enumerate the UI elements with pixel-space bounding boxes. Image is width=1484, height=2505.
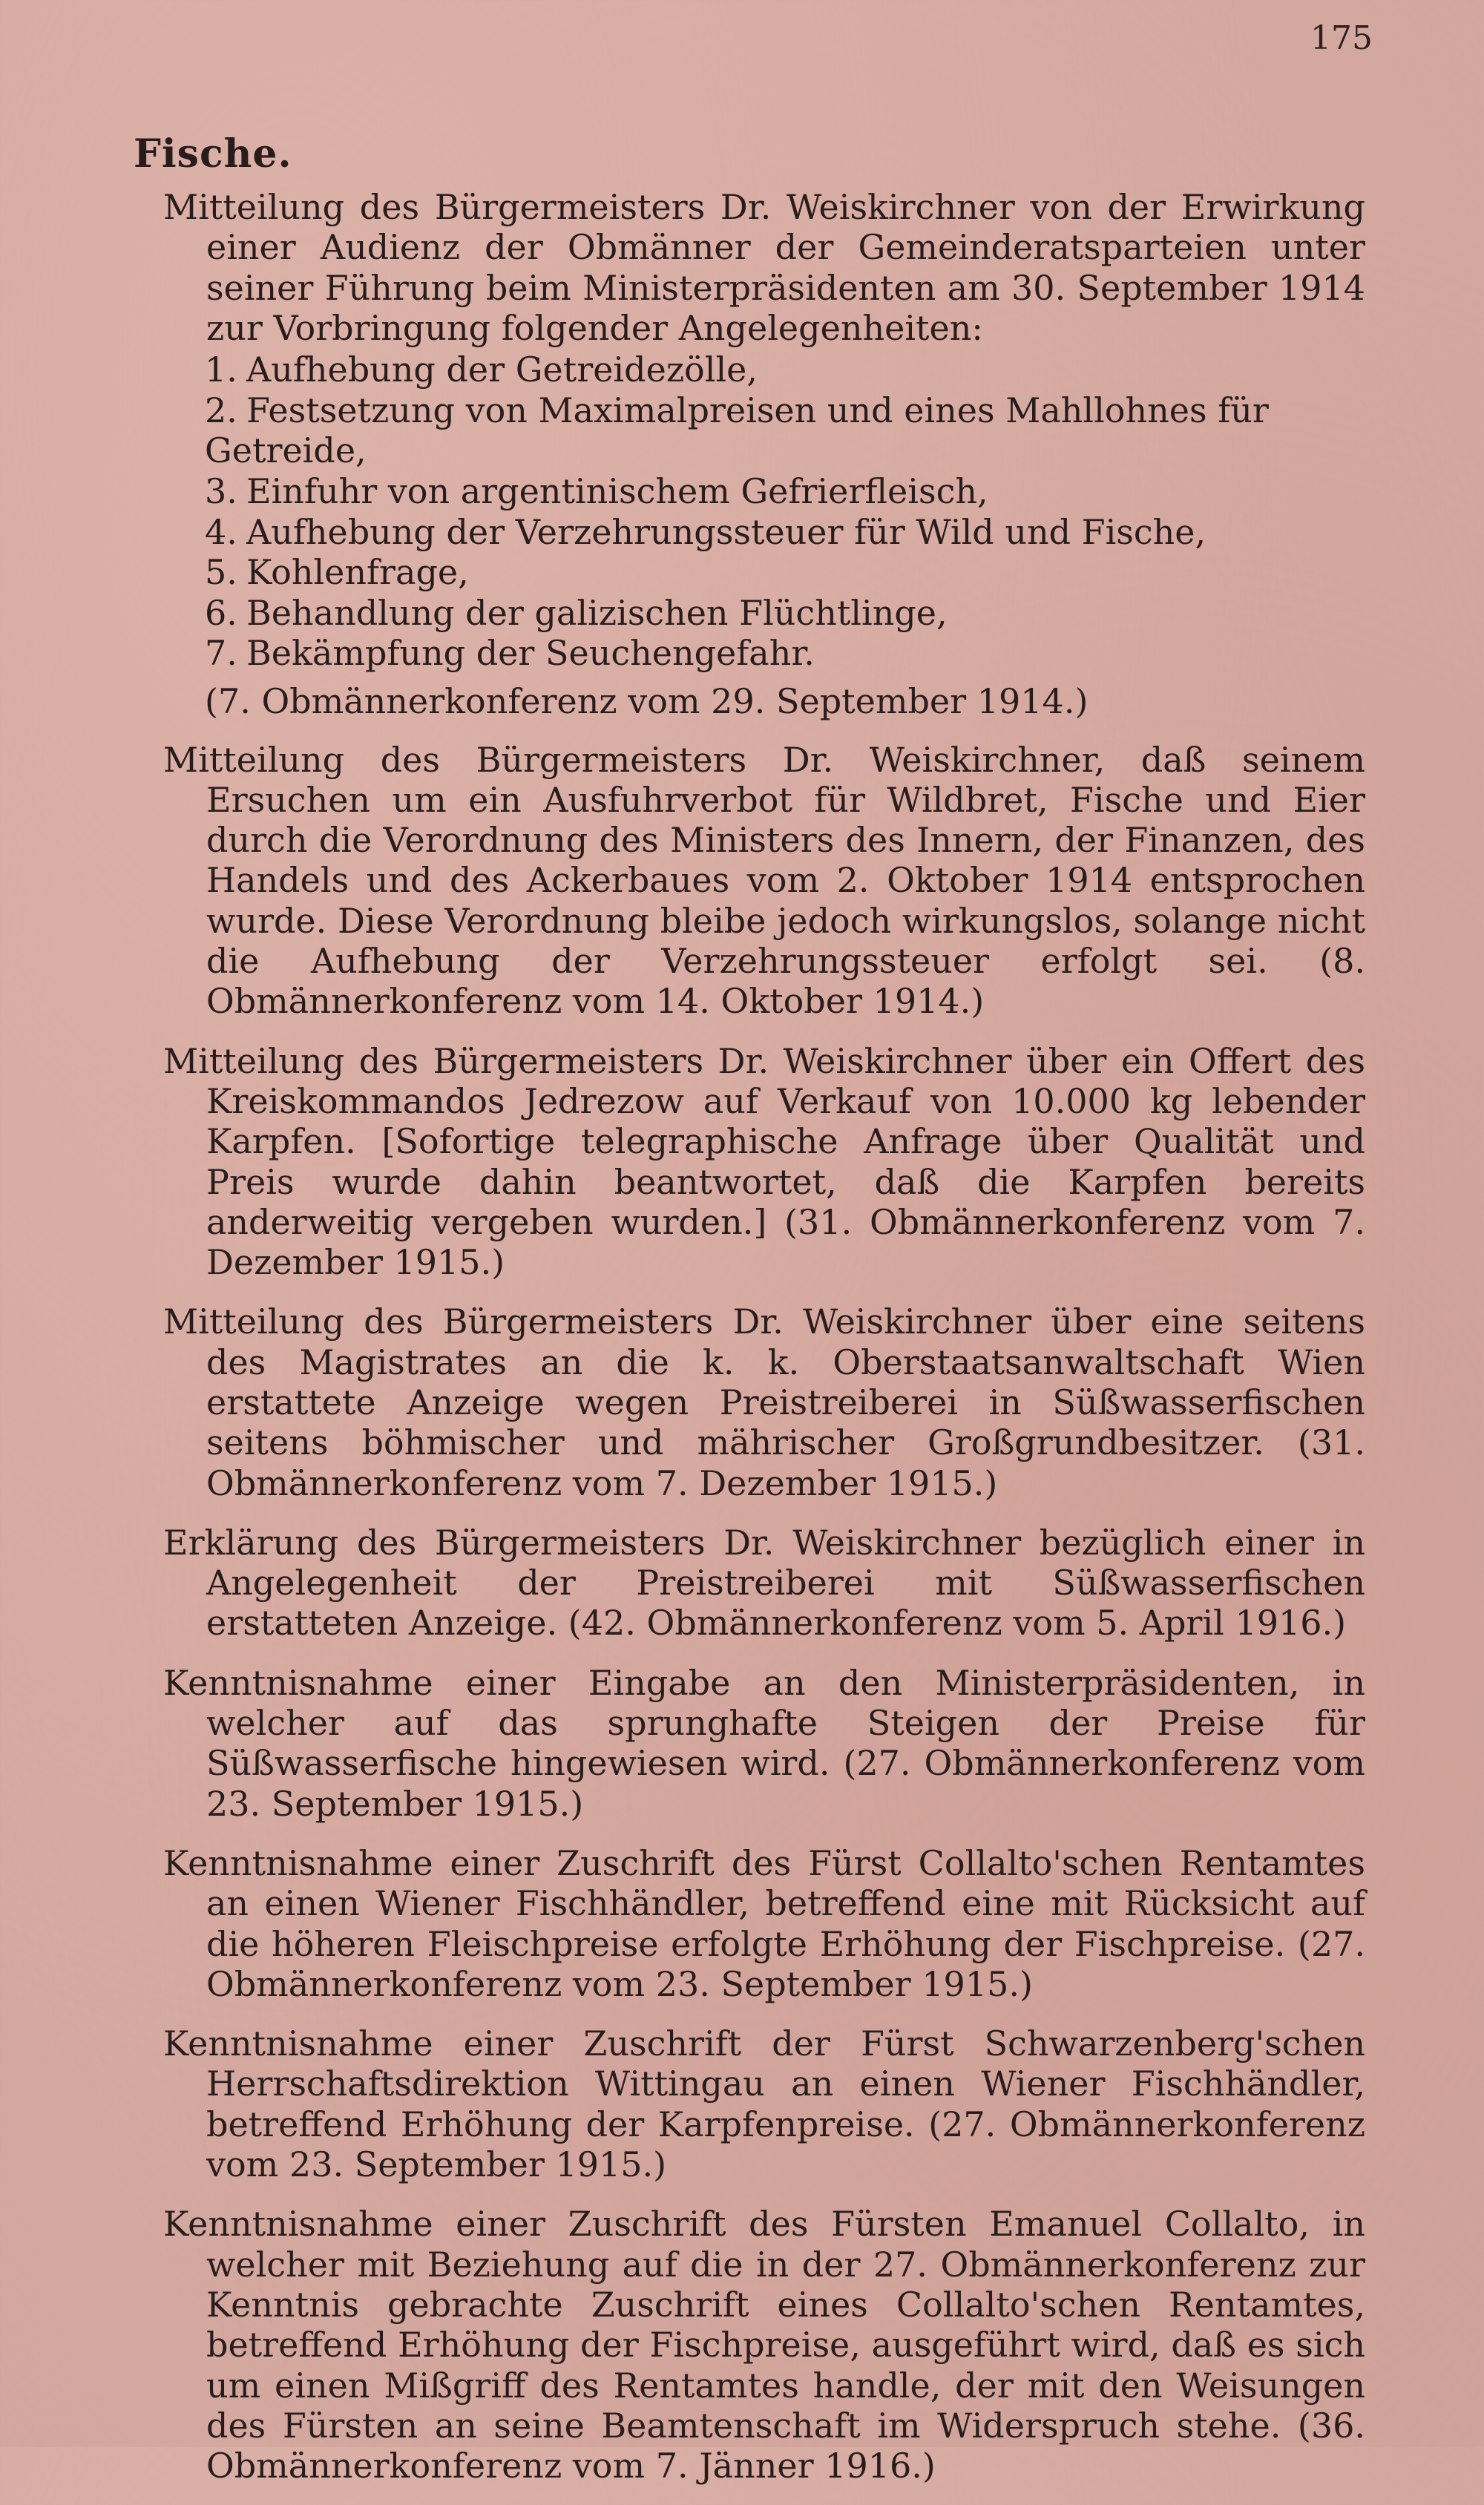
entry-text: Mitteilung des Bürgermeisters Dr. Weiskirchner von der Erwirkung einer Audienz der Obmänner der Gemeinderatsparteien unter seiner Führung beim Ministerpräsidenten am 30. September 1914 zur Vorbringung folgender Angelegenheiten: [163, 187, 1365, 348]
entry-mayor-declaration: Erklärung des Bürgermeisters Dr. Weiskirchner bezüglich einer in Angelegenheit der Preistreiberei mit Süßwasserfischen erstatteten Anzeige. (42. Obmännerkonferenz vom 5. April 1916.) [163, 1522, 1365, 1644]
entry-list [163, 187, 1365, 2505]
list-item: 2. Festsetzung von Maximalpreisen und eines Mahllohnes für Getreide, [205, 390, 1269, 471]
entry-emanuel-collalto: Kenntnisnahme einer Zuschrift des Fürsten Emanuel Collalto, in welcher mit Beziehung auf die in der 27. Obmännerkonferenz zur Kenntnis gebrachte Zuschrift eines Collalto'schen Rentamtes, betreffend Erhöhung der Fischpreise, ausgeführt wird, daß es sich um einen Mißgriff des Rentamtes handle, der mit den Weisungen des Fürsten an seine Beamtenschaft im Widerspruch stehe. (36. Obmännerkonferenz vom 7. Jänner 1916.) [163, 2204, 1365, 2486]
entry-price-gouging-report: Mitteilung des Bürgermeisters Dr. Weiskirchner über eine seitens des Magistrates an die k. k. Oberstaatsanwaltschaft Wien erstattete Anzeige wegen Preistreiberei in Süßwasserfischen seitens böhmischer und mährischer Großgrundbesitzer. (31. Obmännerkonferenz vom 7. Dezember 1915.) [163, 1301, 1365, 1503]
list-item: 3. Einfuhr von argentinischem Gefrierfleisch, [205, 470, 988, 511]
entry-collalto-rentamt: Kenntnisnahme einer Zuschrift des Fürst Collalto'schen Rentamtes an einen Wiener Fischhändler, betreffend eine mit Rücksicht auf die höheren Fleischpreise erfolgte Erhöhung der Fischpreise. (27. Obmännerkonferenz vom 23. September 1915.) [163, 1842, 1365, 2004]
entry-schwarzenberg: Kenntnisnahme einer Zuschrift der Fürst Schwarzenberg'schen Herrschaftsdirektion Wittingau an einen Wiener Fischhändler, betreffend Erhöhung der Karpfenpreise. (27. Obmännerkonferenz vom 23. September 1915.) [163, 2023, 1365, 2185]
list-item: 5. Kohlenfrage, [205, 552, 469, 593]
entry-audience [163, 187, 1365, 348]
page-number: 175 [1310, 19, 1373, 57]
list-item: 7. Bekämpfung der Seuchengefahr. [205, 633, 815, 674]
list-item: 6. Behandlung der galizischen Flüchtlinge, [205, 592, 948, 633]
conference-reference: (7. Obmännerkonferenz vom 29. September 1914.) [205, 680, 1089, 721]
section-title: Fische. [134, 131, 292, 177]
matters-list [163, 349, 1365, 674]
entry-carp-offer: Mitteilung des Bürgermeisters Dr. Weiskirchner über ein Offert des Kreiskommandos Jedrezow auf Verkauf von 10.000 kg lebender Karpfen. [Sofortige telegraphische Anfrage über Qualität und Preis wurde dahin beantwortet, daß die Karpfen bereits anderweitig vergeben wurden.] (31. Obmännerkonferenz vom 7. Dezember 1915.) [163, 1040, 1365, 1283]
entry-export-ban: Mitteilung des Bürgermeisters Dr. Weiskirchner, daß seinem Ersuchen um ein Ausfuhrverbot für Wildbret, Fische und Eier durch die Verordnung des Ministers des Innern, der Finanzen, des Handels und des Ackerbaues vom 2. Oktober 1914 entsprochen wurde. Diese Verordnung bleibe jedoch wirkungslos, solange nicht die Aufhebung der Verzehrungssteuer erfolgt sei. (8. Obmännerkonferenz vom 14. Oktober 1914.) [163, 739, 1365, 1022]
list-item: 4. Aufhebung der Verzehrungssteuer für Wild und Fische, [205, 511, 1206, 552]
entry-petition-prime-minister: Kenntnisnahme einer Eingabe an den Ministerpräsidenten, in welcher auf das sprunghafte Steigen der Preise für Süßwasserfische hingewiesen wird. (27. Obmännerkonferenz vom 23. September 1915.) [163, 1662, 1365, 1824]
list-item: 1. Aufhebung der Getreidezölle, [205, 349, 758, 390]
